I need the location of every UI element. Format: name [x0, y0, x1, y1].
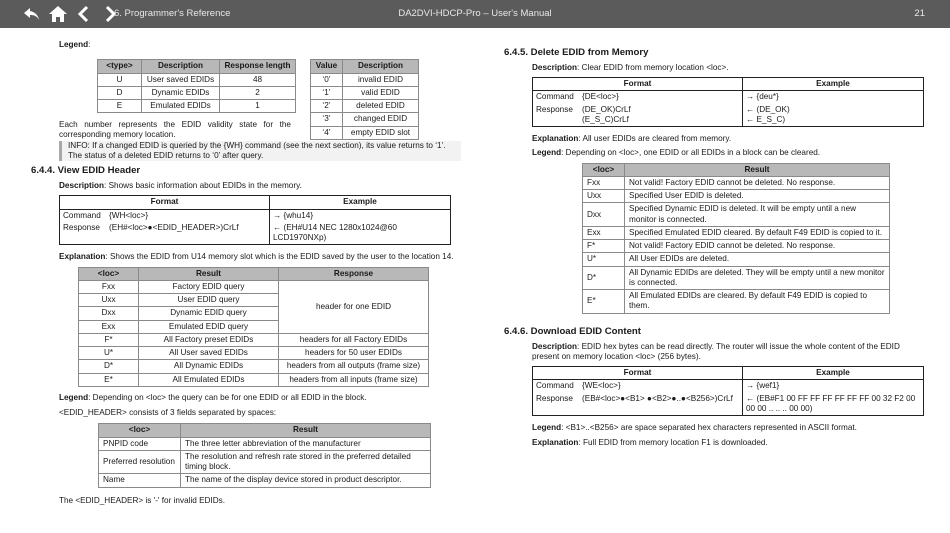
table-cell: Fxx	[583, 176, 625, 189]
table-cell: headers for 50 user EDIDs	[279, 347, 429, 360]
right-column	[504, 47, 929, 453]
table-cell: Specified Dynamic EDID is deleted. It will be empty until a new monitor is connected.	[625, 203, 890, 227]
top-bar	[0, 0, 950, 28]
table-cell: All User EDIDs are deleted.	[625, 253, 890, 266]
table-cell: E*	[583, 290, 625, 314]
description-text: : Clear EDID from memory location <loc>.	[577, 62, 729, 72]
response-label: Response	[536, 393, 573, 403]
table-row	[98, 100, 296, 113]
legend-label: Legend	[532, 148, 562, 158]
table-cell: Uxx	[79, 294, 139, 307]
command-value: {WE<loc>}	[582, 381, 621, 391]
table-cell: Preferred resolution	[99, 450, 181, 474]
format-header: Format	[60, 196, 270, 209]
table-cell: U*	[79, 347, 139, 360]
table-cell: User EDID query	[139, 294, 279, 307]
legend-label: Legend	[59, 40, 89, 49]
fields-table	[98, 423, 431, 487]
table-cell: The name of the display device stored in product descriptor.	[181, 474, 431, 487]
legend-line: Legend:	[59, 40, 91, 49]
format-cell	[533, 104, 743, 127]
chapter-title: 6. Programmer's Reference	[114, 8, 231, 19]
merged-response-cell: header for one EDID	[279, 280, 429, 333]
table-cell: empty EDID slot	[343, 126, 419, 139]
description-text: : EDID hex bytes can be read directly. The router will issue the whole content of the EDID present on memory location <loc> (256 bytes).	[532, 341, 900, 361]
table-cell: All Dynamic EDIDs are deleted. They will be empty until a new monitor is connected.	[625, 266, 890, 290]
table-cell: 1	[220, 100, 296, 113]
table-row	[583, 266, 890, 290]
table-cell: headers from all outputs (frame size)	[279, 360, 429, 373]
table-cell: Exx	[583, 226, 625, 239]
format-header: Format	[533, 78, 743, 91]
table-cell: F*	[583, 240, 625, 253]
download-legend	[532, 423, 929, 433]
example-header: Example	[270, 196, 451, 209]
table-row	[79, 360, 429, 373]
table-cell: PNPID code	[99, 437, 181, 450]
explanation-label: Explanation	[532, 134, 579, 144]
invalid-note: The <EDID_HEADER> is '-' for invalid EDIDs.	[59, 495, 226, 505]
table-cell: All Emulated EDIDs are cleared. By default F49 EDID is copied to them.	[625, 290, 890, 314]
format-cell	[533, 91, 743, 104]
table-cell: U	[98, 73, 142, 86]
table-cell: Dynamic EDIDs	[142, 86, 220, 99]
loc-legend	[59, 393, 461, 403]
explanation-text: : Full EDID from memory location F1 is downloaded.	[578, 438, 768, 448]
table-row	[583, 176, 890, 189]
example-header: Example	[743, 78, 924, 91]
table-row	[311, 113, 419, 126]
command-label: Command	[536, 92, 574, 102]
table-cell: U*	[583, 253, 625, 266]
table-cell: Factory EDID query	[139, 280, 279, 293]
delete-legend	[532, 148, 929, 158]
header-consists-text: <EDID_HEADER> consists of 3 fields separated by spaces:	[59, 408, 277, 418]
table-cell: Specified User EDID is deleted.	[625, 190, 890, 203]
response-example-line: ← (DE_OK)	[746, 104, 790, 114]
table-row	[311, 100, 419, 113]
table-cell: The resolution and refresh rate stored in the preferred detailed timing block.	[181, 450, 431, 474]
table-row	[583, 203, 890, 227]
table-cell: Dynamic EDID query	[139, 307, 279, 320]
format-header: Format	[533, 367, 743, 380]
table-cell: The three letter abbreviation of the manufacturer	[181, 437, 431, 450]
download-format-table	[532, 366, 924, 416]
table-cell: headers for all Factory EDIDs	[279, 333, 429, 346]
command-example: → {deu*}	[743, 91, 924, 104]
response-example	[743, 104, 924, 127]
table-cell: ‘1’	[311, 86, 343, 99]
explanation-text: : All user EDIDs are cleared from memory.	[578, 134, 732, 144]
explanation-label: Explanation	[532, 438, 579, 448]
legend-text: : <B1>..<B256> are space separated hex characters represented in ASCII format.	[561, 423, 857, 433]
info-note: INFO: If a changed EDID is queried by the {WH} command (see the next section), its value returns to ‘1’. The status of a deleted EDID returns to ‘0’ after query.	[59, 141, 461, 162]
view-description	[59, 181, 461, 191]
type-table-header: Response length	[220, 60, 296, 73]
table-cell: 48	[220, 73, 296, 86]
validity-text: Each number represents the EDID validity state for the corresponding memory location.	[59, 120, 291, 140]
download-description	[532, 342, 929, 363]
table-row	[79, 333, 429, 346]
loc-header: <loc>	[99, 424, 181, 437]
result-header: Result	[181, 424, 431, 437]
value-table	[310, 59, 419, 140]
type-table-header: Description	[142, 60, 220, 73]
table-cell: Emulated EDID query	[139, 320, 279, 333]
table-cell: ‘2’	[311, 100, 343, 113]
description-text: : Shows basic information about EDIDs in the memory.	[104, 181, 302, 191]
table-cell: Emulated EDIDs	[142, 100, 220, 113]
description-label: Description	[59, 181, 105, 191]
table-row	[98, 86, 296, 99]
legend-label: Legend	[532, 423, 562, 433]
response-label: Response	[63, 222, 100, 232]
loc-header: <loc>	[79, 267, 139, 280]
table-row	[583, 253, 890, 266]
response-value: (EH#<loc>●<EDID_HEADER>)CrLf	[109, 222, 239, 232]
table-row	[583, 290, 890, 314]
format-cell	[60, 222, 270, 245]
table-cell: E	[98, 100, 142, 113]
table-cell: Exx	[79, 320, 139, 333]
table-row	[99, 474, 431, 487]
command-label: Command	[63, 210, 101, 220]
explanation-text: : Shows the EDID from U14 memory slot which is the EDID saved by the user to the location 14.	[105, 252, 454, 262]
table-cell: D*	[79, 360, 139, 373]
delete-explanation	[532, 134, 929, 144]
table-cell: Dxx	[79, 307, 139, 320]
table-cell: All Factory preset EDIDs	[139, 333, 279, 346]
table-row	[99, 450, 431, 474]
format-cell	[533, 380, 743, 393]
table-cell: Fxx	[79, 280, 139, 293]
table-row	[533, 393, 924, 416]
view-explanation	[59, 252, 461, 262]
table-cell: ‘0’	[311, 73, 343, 86]
table-cell: Dxx	[583, 203, 625, 227]
command-example: → {whu14}	[270, 209, 451, 222]
table-row	[79, 280, 429, 293]
manual-title: DA2DVI-HDCP-Pro – User's Manual	[398, 8, 552, 19]
view-edid-heading: 6.4.4. View EDID Header	[31, 165, 141, 177]
response-example-line: ← E_S_C)	[746, 114, 786, 124]
table-cell: D	[98, 86, 142, 99]
value-table-header: Value	[311, 60, 343, 73]
table-cell: valid EDID	[343, 86, 419, 99]
table-cell: Uxx	[583, 190, 625, 203]
table-cell: ‘4’	[311, 126, 343, 139]
table-cell: Specified Emulated EDID cleared. By default F49 EDID is copied to it.	[625, 226, 890, 239]
table-cell: Name	[99, 474, 181, 487]
response-value: (EB#<loc>●<B1> ●<B2>●..●<B256>)CrLf	[582, 393, 733, 403]
delete-loc-table	[582, 163, 890, 314]
table-row	[60, 209, 451, 222]
description-label: Description	[532, 341, 578, 351]
table-cell: E*	[79, 373, 139, 386]
table-cell: D*	[583, 266, 625, 290]
format-cell	[533, 393, 743, 416]
table-cell: changed EDID	[343, 113, 419, 126]
loc-table	[78, 267, 429, 387]
table-cell: ‘3’	[311, 113, 343, 126]
page-number: 21	[914, 8, 925, 19]
format-cell	[60, 209, 270, 222]
table-cell: Not valid! Factory EDID cannot be deleted. No response.	[625, 176, 890, 189]
table-row	[583, 190, 890, 203]
response-value: (E_S_C)CrLf	[582, 114, 629, 124]
response-label: Response	[536, 104, 573, 114]
loc-header: <loc>	[583, 163, 625, 176]
delete-description	[532, 63, 929, 73]
table-cell: All User saved EDIDs	[139, 347, 279, 360]
table-row	[583, 240, 890, 253]
table-row	[60, 222, 451, 245]
result-header: Result	[625, 163, 890, 176]
table-cell: All Emulated EDIDs	[139, 373, 279, 386]
example-header: Example	[743, 367, 924, 380]
type-table-header: <type>	[98, 60, 142, 73]
response-value: (DE_OK)CrLf	[582, 104, 631, 114]
table-row	[99, 437, 431, 450]
command-value: {WH<loc>}	[109, 210, 149, 220]
legend-label: Legend	[59, 392, 89, 402]
value-table-header: Description	[343, 60, 419, 73]
table-cell: 2	[220, 86, 296, 99]
legend-text: : Depending on <loc>, one EDID or all EDIDs in a block can be cleared.	[561, 148, 821, 158]
table-cell: headers from all inputs (frame size)	[279, 373, 429, 386]
command-label: Command	[536, 381, 574, 391]
download-explanation	[532, 438, 929, 448]
table-cell: Not valid! Factory EDID cannot be deleted. No response.	[625, 240, 890, 253]
table-row	[311, 86, 419, 99]
table-cell: invalid EDID	[343, 73, 419, 86]
delete-format-table	[532, 77, 924, 127]
delete-edid-heading: 6.4.5. Delete EDID from Memory	[504, 47, 649, 58]
table-cell: User saved EDIDs	[142, 73, 220, 86]
table-row	[583, 226, 890, 239]
view-format-table	[59, 195, 451, 245]
response-example: ← (EB#F1 00 FF FF FF FF FF FF 00 32 F2 00 00 00 .. .. .. 00 00)	[743, 393, 924, 416]
response-example: ← (EH#U14 NEC 1280x1024@60 LCD1970NXp)	[270, 222, 451, 245]
left-column	[31, 40, 461, 510]
response-header: Response	[279, 267, 429, 280]
explanation-label: Explanation	[59, 252, 106, 262]
response-values	[582, 105, 631, 126]
table-row	[311, 73, 419, 86]
table-cell: All Dynamic EDIDs	[139, 360, 279, 373]
description-label: Description	[532, 62, 578, 72]
command-example: → {wef1}	[743, 380, 924, 393]
table-cell: deleted EDID	[343, 100, 419, 113]
legend-text: : Depending on <loc> the query can be for one EDID or all EDID in the block.	[88, 392, 367, 402]
table-row	[533, 380, 924, 393]
table-row	[311, 126, 419, 139]
table-row	[79, 347, 429, 360]
table-row	[533, 91, 924, 104]
type-table	[97, 59, 296, 113]
download-edid-heading: 6.4.6. Download EDID Content	[504, 325, 641, 337]
table-row	[79, 373, 429, 386]
table-row	[533, 104, 924, 127]
result-header: Result	[139, 267, 279, 280]
table-cell: F*	[79, 333, 139, 346]
command-value: {DE<loc>}	[582, 92, 619, 102]
table-row	[98, 73, 296, 86]
